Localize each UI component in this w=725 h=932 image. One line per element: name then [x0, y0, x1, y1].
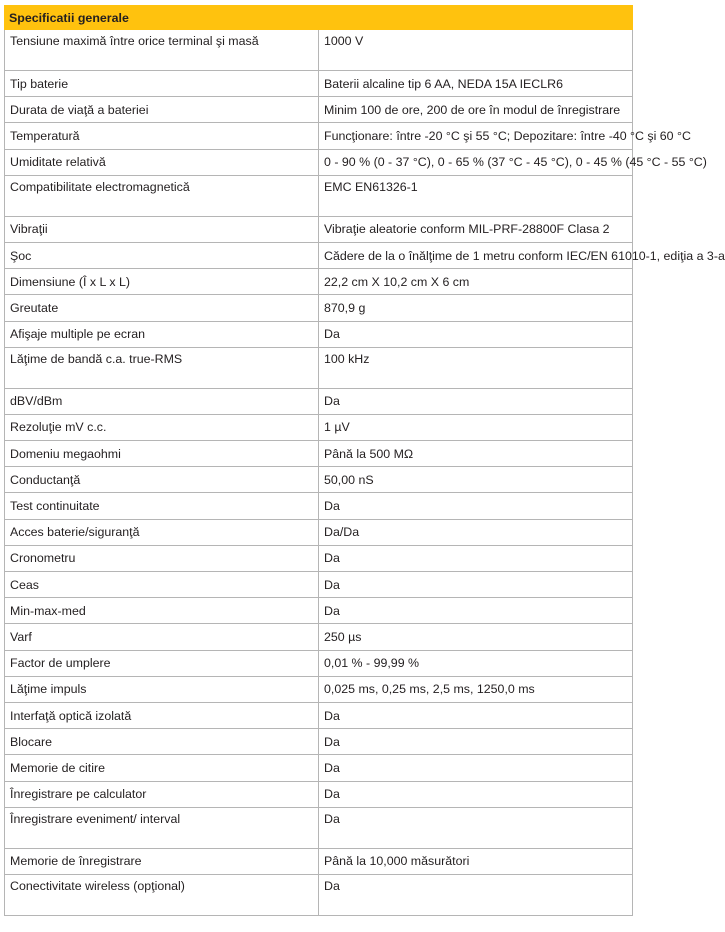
- table-row: [5, 295, 633, 321]
- table-row: [5, 848, 633, 874]
- spec-value: 1 µV: [319, 414, 633, 440]
- spec-value: 1000 V: [319, 30, 633, 71]
- spec-value: 100 kHz: [319, 347, 633, 388]
- table-row: [5, 755, 633, 781]
- spec-value: Da: [319, 702, 633, 728]
- spec-value: Da: [319, 729, 633, 755]
- table-row: [5, 30, 633, 71]
- spec-label: Test continuitate: [5, 493, 319, 519]
- spec-value: Da: [319, 572, 633, 598]
- spec-label: Afişaje multiple pe ecran: [5, 321, 319, 347]
- table-row: [5, 781, 633, 807]
- spec-value: 250 µs: [319, 624, 633, 650]
- spec-value: Până la 10,000 măsurători: [319, 848, 633, 874]
- spec-label: Vibraţii: [5, 216, 319, 242]
- spec-value: Baterii alcaline tip 6 AA, NEDA 15A IECLR6: [319, 71, 633, 97]
- table-row: [5, 624, 633, 650]
- spec-label: Tip baterie: [5, 71, 319, 97]
- spec-value: Da: [319, 493, 633, 519]
- table-row: [5, 598, 633, 624]
- spec-value: 0,025 ms, 0,25 ms, 2,5 ms, 1250,0 ms: [319, 676, 633, 702]
- spec-label: Tensiune maximă între orice terminal şi masă: [5, 30, 319, 71]
- spec-label: Dimensiune (Î x L x L): [5, 269, 319, 295]
- spec-value: Da: [319, 598, 633, 624]
- spec-label: Blocare: [5, 729, 319, 755]
- spec-value: 50,00 nS: [319, 467, 633, 493]
- spec-label: Acces baterie/siguranţă: [5, 519, 319, 545]
- spec-value: 0 - 90 % (0 - 37 °C), 0 - 65 % (37 °C - 45 °C), 0 - 45 % (45 °C - 55 °C): [319, 149, 633, 175]
- spec-label: Interfaţă optică izolată: [5, 702, 319, 728]
- spec-label: Şoc: [5, 242, 319, 268]
- table-row: [5, 347, 633, 388]
- specifications-table: [4, 5, 725, 916]
- spec-label: Lăţime impuls: [5, 676, 319, 702]
- table-row: [5, 493, 633, 519]
- spec-value: Minim 100 de ore, 200 de ore în modul de înregistrare: [319, 97, 633, 123]
- spec-label: Umiditate relativă: [5, 149, 319, 175]
- table-row: [5, 676, 633, 702]
- spec-value: 0,01 % - 99,99 %: [319, 650, 633, 676]
- table-row: [5, 71, 633, 97]
- spec-value: Da: [319, 321, 633, 347]
- spec-value: 870,9 g: [319, 295, 633, 321]
- table-row: [5, 149, 633, 175]
- spec-value: Da: [319, 874, 633, 915]
- table-row: [5, 572, 633, 598]
- table-row: [5, 123, 633, 149]
- spec-value: Da: [319, 807, 633, 848]
- spec-value: Vibraţie aleatorie conform MIL-PRF-28800F Clasa 2: [319, 216, 633, 242]
- spec-label: Domeniu megaohmi: [5, 441, 319, 467]
- spec-label: dBV/dBm: [5, 388, 319, 414]
- table-row: [5, 650, 633, 676]
- spec-label: Rezoluţie mV c.c.: [5, 414, 319, 440]
- specifications-body: [5, 6, 725, 916]
- spec-label: Min-max-med: [5, 598, 319, 624]
- spec-value: Da: [319, 755, 633, 781]
- spec-label: Conectivitate wireless (opţional): [5, 874, 319, 915]
- table-row: [5, 321, 633, 347]
- spec-label: Durata de viaţă a bateriei: [5, 97, 319, 123]
- table-row: [5, 807, 633, 848]
- spec-value: Funcţionare: între -20 °C şi 55 °C; Depozitare: între -40 °C şi 60 °C: [319, 123, 633, 149]
- table-row: [5, 242, 633, 268]
- table-row: [5, 97, 633, 123]
- spec-label: Ceas: [5, 572, 319, 598]
- spec-label: Cronometru: [5, 545, 319, 571]
- spec-value: 22,2 cm X 10,2 cm X 6 cm: [319, 269, 633, 295]
- spec-label: Înregistrare eveniment/ interval: [5, 807, 319, 848]
- spec-label: Compatibilitate electromagnetică: [5, 175, 319, 216]
- table-row: [5, 545, 633, 571]
- spec-label: Lăţime de bandă c.a. true-RMS: [5, 347, 319, 388]
- table-row: [5, 467, 633, 493]
- spec-value: Cădere de la o înălţime de 1 metru conform IEC/EN 61010-1, ediţia a 3-a: [319, 242, 633, 268]
- spec-label: Conductanţă: [5, 467, 319, 493]
- table-header-row: [5, 6, 633, 30]
- spec-value: EMC EN61326-1: [319, 175, 633, 216]
- table-row: [5, 519, 633, 545]
- table-row: [5, 216, 633, 242]
- table-row: [5, 388, 633, 414]
- spec-value: Da: [319, 545, 633, 571]
- spec-value: Da: [319, 388, 633, 414]
- spec-label: Factor de umplere: [5, 650, 319, 676]
- table-row: [5, 702, 633, 728]
- spec-label: Greutate: [5, 295, 319, 321]
- spec-value: Da: [319, 781, 633, 807]
- spec-label: Înregistrare pe calculator: [5, 781, 319, 807]
- table-row: [5, 175, 633, 216]
- table-row: [5, 441, 633, 467]
- table-header: Specificatii generale: [5, 6, 633, 30]
- spec-label: Memorie de înregistrare: [5, 848, 319, 874]
- table-row: [5, 414, 633, 440]
- spec-label: Memorie de citire: [5, 755, 319, 781]
- spec-value: Da/Da: [319, 519, 633, 545]
- table-row: [5, 269, 633, 295]
- spec-label: Temperatură: [5, 123, 319, 149]
- spec-label: Varf: [5, 624, 319, 650]
- table-row: [5, 874, 633, 915]
- table-row: [5, 729, 633, 755]
- spec-value: Până la 500 MΩ: [319, 441, 633, 467]
